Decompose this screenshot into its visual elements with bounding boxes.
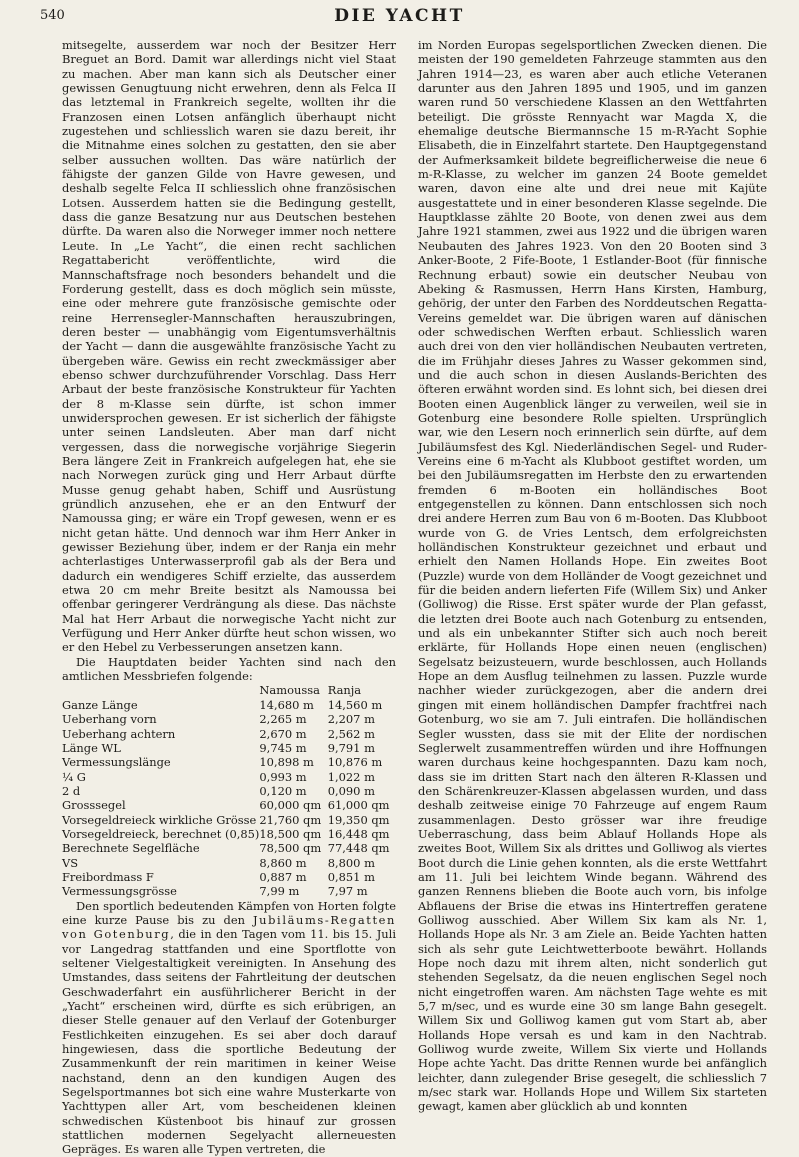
table-cell-ranja: 2,207 m bbox=[327, 712, 375, 727]
table-intro: Die Hauptdaten beider Yachten sind nach den amtlichen Messbriefen folgende: bbox=[62, 654, 396, 684]
table-cell-label: Vorsegeldreieck, berechnet (0,85) bbox=[62, 826, 260, 841]
table-header-cell bbox=[62, 683, 259, 697]
table-cell-namoussa: 2,670 m bbox=[259, 726, 307, 741]
table-cell-namoussa: 8,860 m bbox=[259, 855, 307, 870]
table-cell-namoussa: 9,745 m bbox=[259, 740, 307, 755]
table-row bbox=[62, 698, 396, 712]
table-row bbox=[62, 813, 396, 827]
left-column bbox=[62, 38, 396, 1157]
table-body bbox=[62, 698, 396, 899]
table-row bbox=[62, 727, 396, 741]
table-cell-label: VS bbox=[62, 855, 79, 870]
table-row bbox=[62, 798, 396, 812]
table-cell-label: Länge WL bbox=[62, 740, 121, 755]
table-cell-namoussa: 60,000 qm bbox=[259, 798, 322, 813]
table-cell-ranja: 14,560 m bbox=[327, 697, 383, 712]
table-cell-namoussa: 0,887 m bbox=[259, 869, 307, 884]
table-cell-namoussa: 14,680 m bbox=[259, 697, 314, 712]
page-header bbox=[40, 6, 759, 32]
table-cell-namoussa: 10,898 m bbox=[259, 755, 314, 770]
left-paragraph-1: mitsegelte, ausserdem war noch der Besitzer Herr Breguet an Bord. Damit war allerdings nicht viel Staat zu machen. Aber man kann sich als Deutscher einer gewissen Genugtuung nicht erwehren, denn als Felca II das letztemal in Frankreich segelte, wollten ihr die Franzosen einen Lotsen anfänglich überhaupt nicht zugestehen und schliesslich waren sie dazu bereit, ihr die Mitnahme eines solchen zu gestatten, den sie aber selber aussuchen wollten. Das wäre natürlich der fähigste der ganzen Gilde von Havre gewesen, und deshalb segelte Felca II schliesslich ohne französischen Lotsen. Ausserdem hatten sie die Bedingung gestellt, dass die ganze Besatzung nur aus Deutschen bestehen dürfte. Da waren also die Norweger immer noch nettere Leute. In „Le Yacht“, die einen recht sachlichen Regattabericht veröffentlichte, wird die Mannschaftsfrage noch besonders behandelt und die Forderung gestellt, dass es doch möglich sein müsste, eine oder mehrere gute französische gemischte oder reine Herrensegler-Mannschaften herauszubringen, deren bester — unabhängig vom Eigentumsverhältnis der Yacht — dann die ausgewählte französische Yacht zu übergeben wäre. Gewiss ein recht zweckmässiger aber ebenso schwer durchzuführender Vorschlag. Dass Herr Arbaut der beste französische Konstrukteur für Yachten der 8 m-Klasse sein dürfte, ist schon immer unwidersprochen gewesen. Er ist sicherlich der fähigste unter seinen Landsleuten. Aber man darf nicht vergessen, dass die norwegische vorjährige Siegerin Bera längere Zeit in Frankreich aufgelegen hat, ehe sie nach Norwegen zurück ging und Herr Arbaut dürfte Musse genug gehabt haben, Schiff und Ausrüstung gründlich anzusehen, ehe er an den Entwurf der Namoussa ging; er wäre ein Tropf gewesen, wenn er es nicht getan hätte. Und dennoch war ihm Herr Anker in gewisser Beziehung über, indem er der Ranja ein mehr achterlastiges Unterwasserprofil gab als der Bera und dadurch ein wendigeres Schiff erzielte, das ausserdem etwa 20 cm mehr Breite besitzt als Namoussa bei offenbar geringerer Verdrängung als diese. Das nächste Mal hat Herr Arbaut die norwegische Yacht nicht zur Verfügung und Herr Anker dürfte heut schon wissen, wo er den Hebel zu Verbesserungen ansetzen kann. bbox=[62, 38, 396, 655]
table-cell-label: Ganze Länge bbox=[62, 697, 138, 712]
table-cell-ranja: 9,791 m bbox=[327, 740, 375, 755]
table-cell-ranja: 1,022 m bbox=[327, 769, 375, 784]
table-row bbox=[62, 755, 396, 769]
table-cell-label: Grosssegel bbox=[62, 798, 126, 813]
table-row bbox=[62, 827, 396, 841]
yacht-data-table bbox=[62, 683, 396, 898]
table-cell-ranja: 77,448 qm bbox=[327, 841, 390, 856]
table-cell-namoussa: 21,760 qm bbox=[259, 812, 322, 827]
table-header-row bbox=[62, 683, 396, 697]
table-row bbox=[62, 770, 396, 784]
table-row bbox=[62, 884, 396, 898]
table-cell-label: Vorsegeldreieck wirkliche Grösse bbox=[62, 812, 257, 827]
table-cell-ranja: 61,000 qm bbox=[327, 798, 390, 813]
page-number: 540 bbox=[40, 8, 65, 23]
paragraph-text: Den sportlich bedeutenden Kämpfen von Horten folgte eine kurze Pause bis zu den bbox=[62, 898, 396, 927]
table-cell-ranja: 16,448 qm bbox=[327, 826, 390, 841]
table-row bbox=[62, 841, 396, 855]
table-row bbox=[62, 856, 396, 870]
table-header-cell: Ranja bbox=[327, 683, 362, 698]
table-header-cell: Namoussa bbox=[259, 683, 320, 698]
table-cell-ranja: 0,090 m bbox=[327, 783, 375, 798]
table-cell-label: Ueberhang vorn bbox=[62, 712, 157, 727]
table-cell-ranja: 19,350 qm bbox=[327, 812, 390, 827]
table-cell-namoussa: 18,500 qm bbox=[259, 826, 322, 841]
table-cell-label: Vermessungslänge bbox=[62, 755, 171, 770]
table-row bbox=[62, 784, 396, 798]
right-column bbox=[418, 38, 767, 1114]
table-cell-label: ¼ G bbox=[62, 769, 86, 784]
table-cell-namoussa: 7,99 m bbox=[259, 884, 300, 899]
table-cell-namoussa: 78,500 qm bbox=[259, 841, 322, 856]
table-cell-label: Freibordmass F bbox=[62, 869, 154, 884]
table-cell-namoussa: 0,120 m bbox=[259, 783, 307, 798]
right-paragraph-1: im Norden Europas segelsportlichen Zwecken dienen. Die meisten der 190 gemeldeten Fahrzeuge stammten aus den Jahren 1914—23, es waren aber auch etliche Veteranen darunter aus den Jahren 1895 und 1905, und im ganzen waren rund 50 verschiedene Klassen an den Wettfahrten beteiligt. Die grösste Rennyacht war Magda X, die ehemalige deutsche Biermannsche 15 m-R-Yacht Sophie Elisabeth, die in Einzelfahrt startete. Den Hauptgegenstand der Aufmerksamkeit bildete begreiflicherweise die neue 6 m-R-Klasse, zu welcher im ganzen 24 Boote gemeldet waren, davon eine alte und drei neue mit Kajüte ausgestattete und in einer besonderen Klasse segelnde. Die Hauptklasse zählte 20 Boote, von denen zwei aus dem Jahre 1921 stammen, zwei aus 1922 und die übrigen waren Neubauten des Jahres 1923. Von den 20 Booten sind 3 Anker-Boote, 2 Fife-Boote, 1 Estlander-Boot (für finnische Rechnung erbaut) sowie ein deutscher Neubau von Abeking & Rasmussen, Herrn Hans Kirsten, Hamburg, gehörig, der unter den Farben des Norddeutschen Regatta-Vereins gemeldet war. Die übrigen waren auf dänischen oder schwedischen Werften erbaut. Schliesslich waren auch drei von den vier holländischen Neubauten vertreten, die im Frühjahr dieses Jahres zu Wasser gekommen sind, und die auch schon in diesen Auslands-Berichten des öfteren erwähnt worden sind. Es lohnt sich, bei diesen drei Booten einen Augenblick länger zu verweilen, weil sie in Gotenburg eine besondere Rolle spielten. Ursprünglich war, wie den Lesern noch erinnerlich sein dürfte, auf dem Jubiläumsfest des Kgl. Niederländischen Segel- und Ruder-Vereins eine 6 m-Yacht als Klubboot gestiftet worden, um bei den Jubiläumsregatten im Herbste den zu erwartenden fremden 6 m-Booten ein holländisches Boot entgegenstellen zu können. Dann entschlossen sich noch drei andere Herren zum Bau von 6 m-Booten. Das Klubboot wurde von G. de Vries Lentsch, dem erfolgreichsten holländischen Konstrukteur gezeichnet und erbaut und erhielt den Namen Hollands Hope. Ein zweites Boot (Puzzle) wurde von dem Holländer de Voogt gezeichnet und für die beiden andern lieferten Fife (Willem Six) und Anker (Golliwog) die Risse. Erst später wurde der Plan gefasst, die letzten drei Boote auch nach Gotenburg zu entsenden, und als ein unbekannter Stifter sich auch noch bereit erklärte, für Hollands Hope einen neuen (englischen) Segelsatz beizusteuern, wurde beschlossen, auch Hollands Hope an dem Ausflug teilnehmen zu lassen. Puzzle wurde nachher wieder zurückgezogen, aber die andern drei gingen mit einem holländischen Dampfer frachtfrei nach Gotenburg, wo sie am 7. Juli eintrafen. Die holländischen Segler wussten, dass sie mit der Elite der nordischen Seglerwelt zusammentreffen würden und ihre Hoffnungen waren durchaus keine hochgespannten. Dazu kam noch, dass sie im dritten Start nach den älteren R-Klassen und den Schärenkreuzer-Klassen abgelassen wurden, und dass deshalb zeitweise einige 70 Fahrzeuge auf engem Raum zusammenlagen. Desto grösser war ihre freudige Ueberraschung, dass beim Ablauf Hollands Hope als zweites Boot, Willem Six als drittes und Golliwog als viertes Boot durch die Linie gehen konnten, als die erste Wettfahrt am 11. Juli bei leichtem Winde begann. Während des ganzen Rennens blieben die Boote auch vorn, bis infolge Abflauens der Brise die etwas ins Hintertreffen geratene Golliwog ausschied. Aber Willem Six kam als Nr. 1, Hollands Hope als Nr. 3 am Ziele an. Beide Yachten hatten sich als sehr gute Leichtwetterboote bewährt. Hollands Hope noch dazu mit ihrem alten, nicht sonderlich gut stehenden Segelsatz, da die neuen englischen Segel noch nicht eingetroffen waren. Am nächsten Tage wehte es mit 5,7 m/sec, und es wurde eine 30 sm lange Bahn gesegelt. Willem Six und Golliwog kamen gut vom Start ab, aber Hollands Hope versah es und kam in den Nachtrab. Golliwog wurde zweite, Willem Six vierte und Hollands Hope achte Yacht. Das dritte Rennen wurde bei anfänglich leichter, dann zulegender Brise gesegelt, die schliesslich 7 m/sec stark war. Hollands Hope und Willem Six starteten gewagt, kamen aber glücklich ab und konnten bbox=[418, 38, 767, 1114]
table-row bbox=[62, 712, 396, 726]
table-cell-ranja: 10,876 m bbox=[327, 755, 383, 770]
table-cell-label: 2 d bbox=[62, 783, 81, 798]
table-cell-namoussa: 0,993 m bbox=[259, 769, 307, 784]
table-cell-label: Ueberhang achtern bbox=[62, 726, 176, 741]
table-cell-ranja: 7,97 m bbox=[327, 884, 368, 899]
table-row bbox=[62, 870, 396, 884]
table-cell-ranja: 8,800 m bbox=[327, 855, 375, 870]
table-cell-ranja: 2,562 m bbox=[327, 726, 375, 741]
table-cell-label: Vermessungsgrösse bbox=[62, 884, 177, 899]
running-title: DIE YACHT bbox=[334, 6, 465, 26]
paragraph-text: , die in den Tagen vom 11. bis 15. Juli vor Langedrag stattfanden und eine Sportflotte von seltener Vielgestaltigkeit vereinigten. In Ansehung des Umstandes, dass seitens der Fahrtleitung der deutschen Geschwaderfahrt ein ausführlicherer Bericht in der „Yacht“ erscheinen wird, dürfte es sich erübrigen, an dieser Stelle genauer auf den Verlauf der Gotenburger Festlichkeiten einzugehen. Es sei aber doch darauf hingewiesen, dass die sportliche Bedeutung der Zusammenkunft der rein maritimen in keiner Weise nachstand, denn an den kundigen Augen des Segelsportmannes bot sich eine wahre Musterkarte von Yachttypen aller Art, vom bescheidenen kleinen schwedischen Küstenboot bis hinauf zur grossen stattlichen modernen Segelyacht allerneuesten Gepräges. Es waren alle Typen vertreten, die bbox=[62, 927, 396, 1157]
spaced-heading-text: Jubiläums-Regatten von Gotenburg bbox=[62, 912, 396, 942]
table-cell-ranja: 0,851 m bbox=[327, 869, 375, 884]
table-cell-label: Berechnete Segelfläche bbox=[62, 841, 200, 856]
left-paragraph-2 bbox=[62, 899, 396, 1157]
table-row bbox=[62, 741, 396, 755]
table-cell-namoussa: 2,265 m bbox=[259, 712, 307, 727]
